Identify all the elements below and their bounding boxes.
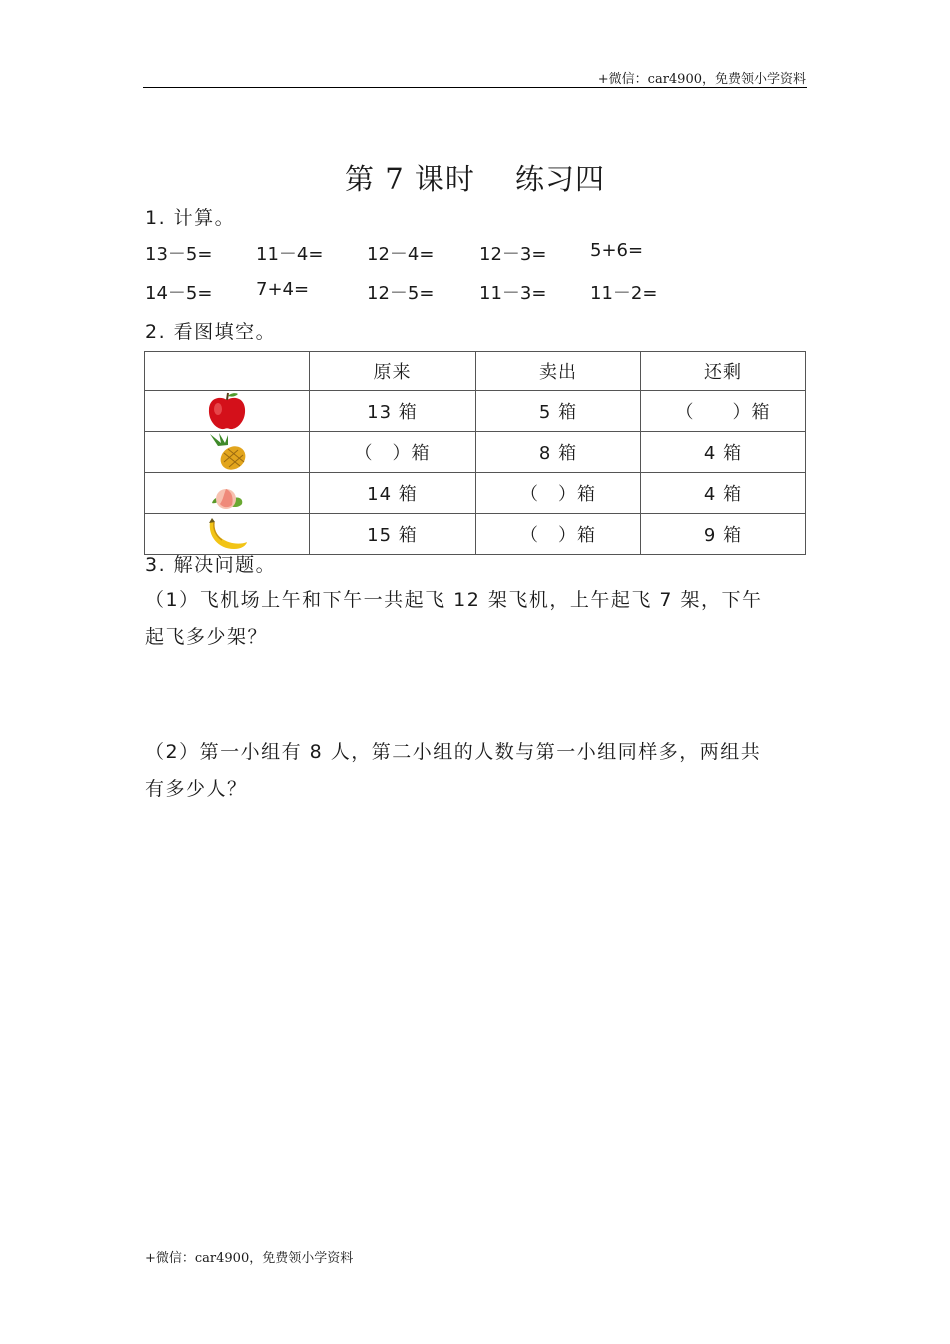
calc-item: 12－4= — [367, 244, 435, 265]
table-row — [145, 432, 806, 473]
question-1 — [145, 582, 805, 656]
icon-cell — [145, 514, 310, 555]
apple-icon — [204, 391, 250, 431]
section-3-heading: 3. 解决问题。 — [145, 554, 277, 576]
question-2 — [145, 734, 805, 808]
sold-cell: 8 箱 — [476, 432, 641, 473]
calc-item: 5+6= — [590, 240, 644, 261]
original-cell: 15 箱 — [310, 514, 476, 555]
table-row — [145, 391, 806, 432]
original-cell: （ ）箱 — [310, 432, 476, 473]
banana-icon — [204, 514, 250, 554]
original-cell: 13 箱 — [310, 391, 476, 432]
header-note: +微信：car4900，免费领小学资料 — [597, 72, 806, 87]
calc-item: 7+4= — [256, 279, 310, 300]
icon-cell — [145, 432, 310, 473]
table-row — [145, 514, 806, 555]
section-2-heading: 2. 看图填空。 — [145, 321, 277, 343]
question-1-line-1: （1）飞机场上午和下午一共起飞 12 架飞机，上午起飞 7 架，下午 — [145, 589, 763, 611]
calc-item: 13－5= — [145, 244, 213, 265]
calc-item: 11－2= — [590, 283, 658, 304]
calc-row-2 — [145, 279, 845, 303]
calc-row-1 — [145, 240, 845, 264]
section-1-heading: 1. 计算。 — [145, 207, 236, 229]
sold-cell: 5 箱 — [476, 391, 641, 432]
left-cell: 4 箱 — [641, 432, 806, 473]
left-cell: 4 箱 — [641, 473, 806, 514]
title-topic: 练习四 — [514, 162, 605, 196]
header-cell — [145, 352, 310, 391]
icon-cell — [145, 391, 310, 432]
calc-item: 14－5= — [145, 283, 213, 304]
header-rule — [143, 87, 807, 88]
fruit-table — [144, 351, 806, 555]
question-2-line-1: （2）第一小组有 8 人，第二小组的人数与第一小组同样多，两组共 — [145, 741, 762, 763]
calc-item: 12－5= — [367, 283, 435, 304]
question-1-line-2: 起飞多少架？ — [145, 626, 269, 648]
peach-icon — [204, 473, 250, 513]
left-cell: 9 箱 — [641, 514, 806, 555]
header-cell: 卖出 — [476, 352, 641, 391]
title-lesson: 第 7 课时 — [345, 162, 475, 196]
sold-cell: （ ）箱 — [476, 514, 641, 555]
footer-note: +微信：car4900，免费领小学资料 — [145, 1251, 354, 1266]
calc-item: 11－3= — [479, 283, 547, 304]
icon-cell — [145, 473, 310, 514]
table-header-row — [145, 352, 806, 391]
original-cell: 14 箱 — [310, 473, 476, 514]
calc-item: 11－4= — [256, 244, 324, 265]
header-cell: 还剩 — [641, 352, 806, 391]
header-cell: 原来 — [310, 352, 476, 391]
calc-item: 12－3= — [479, 244, 547, 265]
question-2-line-2: 有多少人？ — [145, 778, 248, 800]
left-cell: （ ）箱 — [641, 391, 806, 432]
sold-cell: （ ）箱 — [476, 473, 641, 514]
pineapple-icon — [204, 432, 250, 472]
page-title — [0, 157, 950, 198]
table-row — [145, 473, 806, 514]
